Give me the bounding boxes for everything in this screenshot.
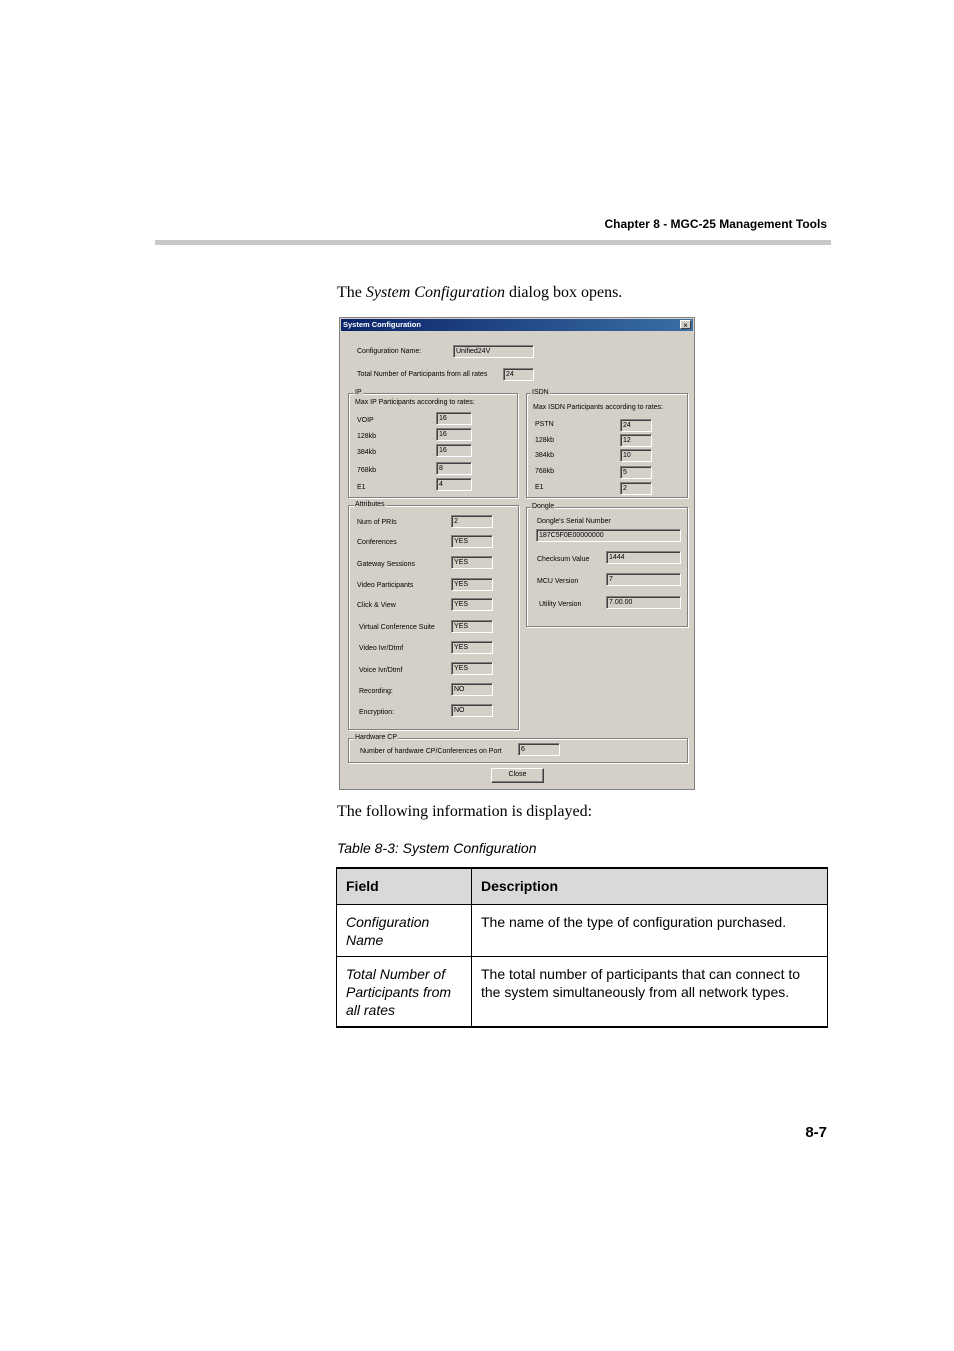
attr-label-recording: Recording: xyxy=(359,688,393,695)
ip-field-768kb[interactable]: 8 xyxy=(436,462,472,475)
hardware-cp-group-label: Hardware CP xyxy=(355,734,398,741)
intro-paragraph xyxy=(337,284,622,302)
system-configuration-table xyxy=(336,867,828,1028)
attr-label-conferences: Conferences xyxy=(357,539,397,546)
page-number: 8-7 xyxy=(805,1124,827,1141)
attr-label-encryption: Encryption: xyxy=(359,709,395,716)
table-caption: Table 8-3: System Configuration xyxy=(337,840,537,856)
attr-label-virtual-conference-suite: Virtual Conference Suite xyxy=(359,624,435,631)
checksum-label: Checksum Value xyxy=(537,556,590,563)
ip-group xyxy=(348,389,518,498)
mcu-version-field[interactable]: 7 xyxy=(606,573,681,586)
ip-heading: Max IP Participants according to rates: xyxy=(355,399,475,406)
attr-field-encryption[interactable]: NO xyxy=(451,704,493,717)
isdn-group xyxy=(526,389,688,498)
row-description-configuration-name: The name of the type of configuration purchased. xyxy=(472,905,828,957)
dongle-serial-field[interactable]: 187C5F0E00000000 xyxy=(536,529,681,542)
isdn-field-pstn[interactable]: 24 xyxy=(620,419,652,432)
isdn-label-768kb: 768kb xyxy=(535,468,555,475)
attr-label-video-participants: Video Participants xyxy=(357,582,414,589)
intro-dialog-name: System Configuration xyxy=(365,284,505,301)
attr-field-recording[interactable]: NO xyxy=(451,683,493,696)
config-name-label: Configuration Name: xyxy=(357,348,422,355)
header-rule xyxy=(155,240,831,245)
attr-field-click-and-view[interactable]: YES xyxy=(451,598,493,611)
ip-field-e1[interactable]: 4 xyxy=(436,478,472,491)
utility-version-label: Utility Version xyxy=(539,601,582,608)
attr-label-num-of-pris: Num of PRIs xyxy=(357,519,397,526)
attr-label-gateway-sessions: Gateway Sessions xyxy=(357,561,415,568)
dongle-group xyxy=(526,503,688,627)
isdn-label-e1: E1 xyxy=(535,484,544,491)
dongle-group-label: Dongle xyxy=(532,503,555,510)
attributes-group xyxy=(348,501,519,730)
hardware-cp-field[interactable]: 6 xyxy=(518,743,560,756)
header-description: Description xyxy=(472,868,828,905)
isdn-group-label: ISDN xyxy=(532,389,549,396)
close-button[interactable]: Close xyxy=(491,768,544,783)
utility-version-field[interactable]: 7.00.00 xyxy=(606,596,681,609)
attr-label-click-and-view: Click & View xyxy=(357,602,396,609)
running-header: Chapter 8 - MGC-25 Management Tools xyxy=(604,217,827,231)
table-row xyxy=(337,905,828,957)
isdn-field-128kb[interactable]: 12 xyxy=(620,434,652,447)
attr-field-voice-ivr-dtmf[interactable]: YES xyxy=(451,662,493,675)
dongle-serial-label: Dongle's Serial Number xyxy=(537,518,611,525)
checksum-field[interactable]: 1444 xyxy=(606,551,681,564)
row-field-configuration-name: Configuration Name xyxy=(337,905,472,957)
attr-label-voice-ivr-dtmf: Voice Ivr/Dtmf xyxy=(359,667,403,674)
ip-label-e1: E1 xyxy=(357,484,366,491)
table-row xyxy=(337,957,828,1028)
ip-label-768kb: 768kb xyxy=(357,467,377,474)
attr-field-virtual-conference-suite[interactable]: YES xyxy=(451,620,493,633)
row-field-total-participants: Total Number of Participants from all rates xyxy=(337,957,472,1028)
attributes-group-label: Attributes xyxy=(355,501,385,508)
intro-text-after: dialog box opens. xyxy=(504,284,623,301)
header-field: Field xyxy=(337,868,472,905)
isdn-label-128kb: 128kb xyxy=(535,437,555,444)
ip-label-voip: VOIP xyxy=(357,417,374,424)
config-name-field[interactable]: Unified24V xyxy=(453,345,534,358)
total-participants-field[interactable]: 24 xyxy=(503,368,534,381)
hardware-cp-label: Number of hardware CP/Conferences on Port xyxy=(360,748,502,755)
ip-label-128kb: 128kb xyxy=(357,433,377,440)
attr-field-gateway-sessions[interactable]: YES xyxy=(451,556,493,569)
dialog-title: System Configuration xyxy=(343,320,421,329)
table-header-row xyxy=(337,868,828,905)
attr-field-video-ivr-dtmf[interactable]: YES xyxy=(451,641,493,654)
isdn-field-384kb[interactable]: 10 xyxy=(620,449,652,462)
attr-label-video-ivr-dtmf: Video Ivr/Dtmf xyxy=(359,645,404,652)
attr-field-conferences[interactable]: YES xyxy=(451,535,493,548)
total-participants-label: Total Number of Participants from all rates xyxy=(357,371,488,378)
isdn-label-384kb: 384kb xyxy=(535,452,555,459)
isdn-heading: Max ISDN Participants according to rates: xyxy=(533,404,663,411)
ip-field-128kb[interactable]: 16 xyxy=(436,428,472,441)
mcu-version-label: MCU Version xyxy=(537,578,579,585)
system-configuration-dialog xyxy=(339,317,695,790)
attr-field-video-participants[interactable]: YES xyxy=(451,578,493,591)
following-info-text: The following information is displayed: xyxy=(337,803,593,820)
ip-group-label: IP xyxy=(355,389,362,396)
ip-label-384kb: 384kb xyxy=(357,449,377,456)
intro-text-before: The xyxy=(337,284,366,301)
hardware-cp-group xyxy=(348,734,688,763)
row-description-total-participants: The total number of participants that can connect to the system simultaneously from all network types. xyxy=(472,957,828,1028)
ip-field-voip[interactable]: 16 xyxy=(436,412,472,425)
isdn-label-pstn: PSTN xyxy=(535,421,554,428)
close-icon[interactable]: × xyxy=(680,320,691,329)
dialog-titlebar xyxy=(341,319,693,331)
isdn-field-e1[interactable]: 2 xyxy=(620,482,652,495)
attr-field-num-of-pris[interactable]: 2 xyxy=(451,515,493,528)
ip-field-384kb[interactable]: 16 xyxy=(436,444,472,457)
isdn-field-768kb[interactable]: 5 xyxy=(620,466,652,479)
